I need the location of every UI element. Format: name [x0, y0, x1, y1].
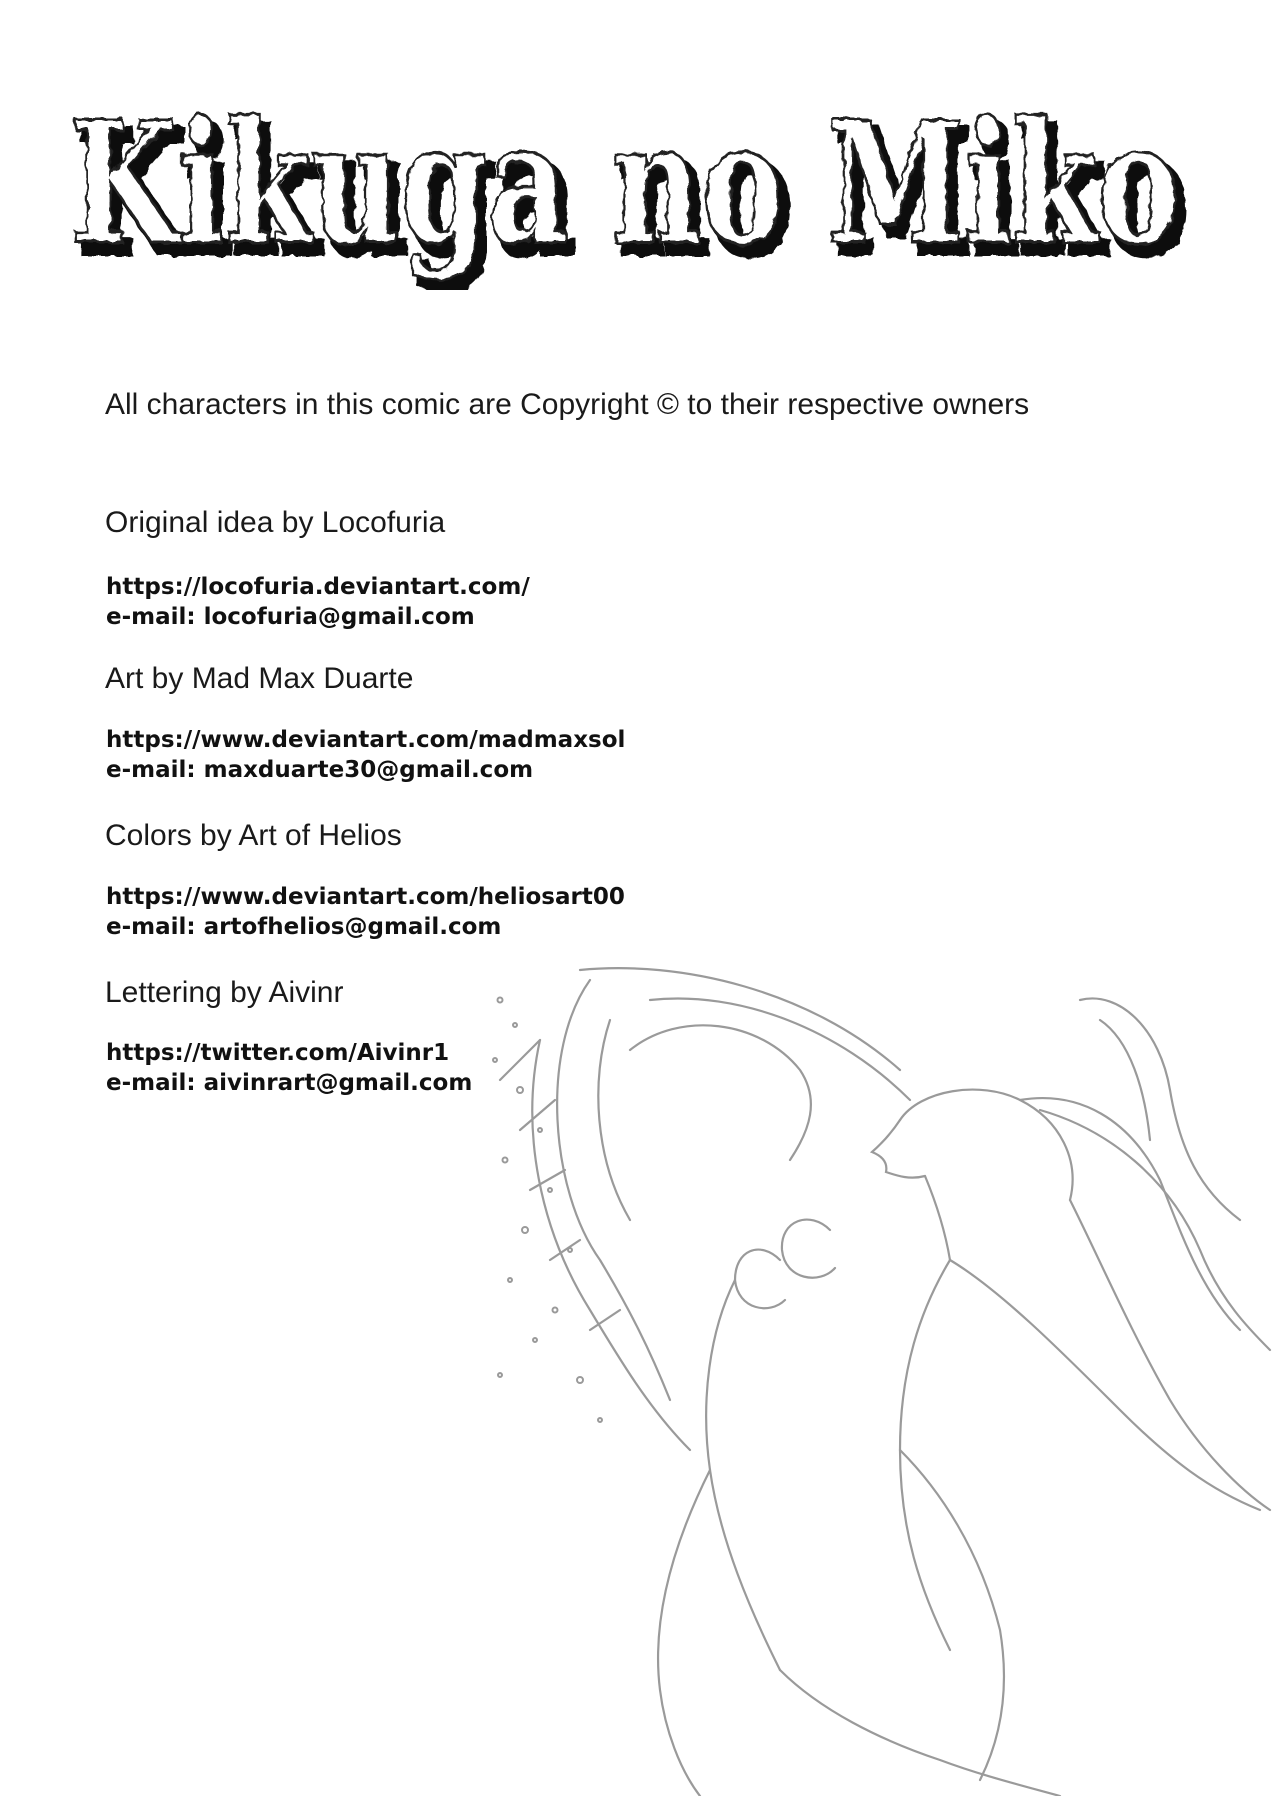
swoosh-arc-inner — [630, 1025, 811, 1160]
hair-strand-1 — [1020, 1098, 1240, 1330]
credit-heading-lettering: Lettering by Aivinr — [105, 976, 344, 1009]
credit-url-heliosart[interactable]: https://www.deviantart.com/heliosart00 — [106, 884, 625, 910]
torso-side — [900, 1260, 950, 1650]
swoosh-feather-3 — [530, 1170, 565, 1190]
credit-heading-art: Art by Mad Max Duarte — [105, 662, 414, 695]
swoosh-feather-2 — [520, 1100, 555, 1130]
head-outline — [900, 1090, 1073, 1200]
credit-url-madmaxsol[interactable]: https://www.deviantart.com/madmaxsol — [106, 727, 626, 753]
leg-2 — [780, 1670, 1060, 1796]
back-line — [706, 1280, 780, 1670]
hair-strand-5 — [1100, 1020, 1150, 1140]
credit-email-aivinr[interactable]: e-mail: aivinrart@gmail.com — [106, 1070, 473, 1096]
hair-strand-2 — [1040, 1110, 1270, 1350]
chest-2 — [782, 1220, 835, 1278]
chest-1 — [735, 1250, 785, 1309]
swoosh-arc-outer — [557, 980, 670, 1400]
figure-illustration — [480, 930, 1280, 1796]
credit-email-locofuria[interactable]: e-mail: locofuria@gmail.com — [106, 604, 475, 630]
arm-2 — [900, 1450, 1004, 1780]
credit-url-locofuria[interactable]: https://locofuria.deviantart.com/ — [106, 574, 530, 600]
hair-strand-3 — [1070, 1200, 1270, 1510]
credit-heading-original-idea: Original idea by Locofuria — [105, 506, 446, 539]
credit-email-maxduarte[interactable]: e-mail: maxduarte30@gmail.com — [106, 757, 534, 783]
copyright-notice: All characters in this comic are Copyright © to their respective owners — [105, 388, 1030, 421]
swoosh-feather-4 — [550, 1240, 580, 1260]
title-logo — [60, 80, 1220, 290]
swoosh-arc-outer-2 — [580, 968, 900, 1070]
credit-heading-colors: Colors by Art of Helios — [105, 819, 402, 852]
swoosh-feather-5 — [590, 1310, 620, 1330]
title-shadow: Kikuga no Miko — [78, 94, 1188, 290]
credit-url-aivinr[interactable]: https://twitter.com/Aivinr1 — [106, 1040, 450, 1066]
neck — [925, 1176, 950, 1260]
face-profile — [872, 1120, 925, 1178]
splash-specks — [493, 998, 602, 1423]
page-title: Kikuga no Miko — [70, 84, 1180, 282]
swoosh-arc-inner-2 — [598, 1020, 630, 1220]
credit-email-artofhelios[interactable]: e-mail: artofhelios@gmail.com — [106, 914, 502, 940]
leg-1 — [658, 1470, 710, 1796]
